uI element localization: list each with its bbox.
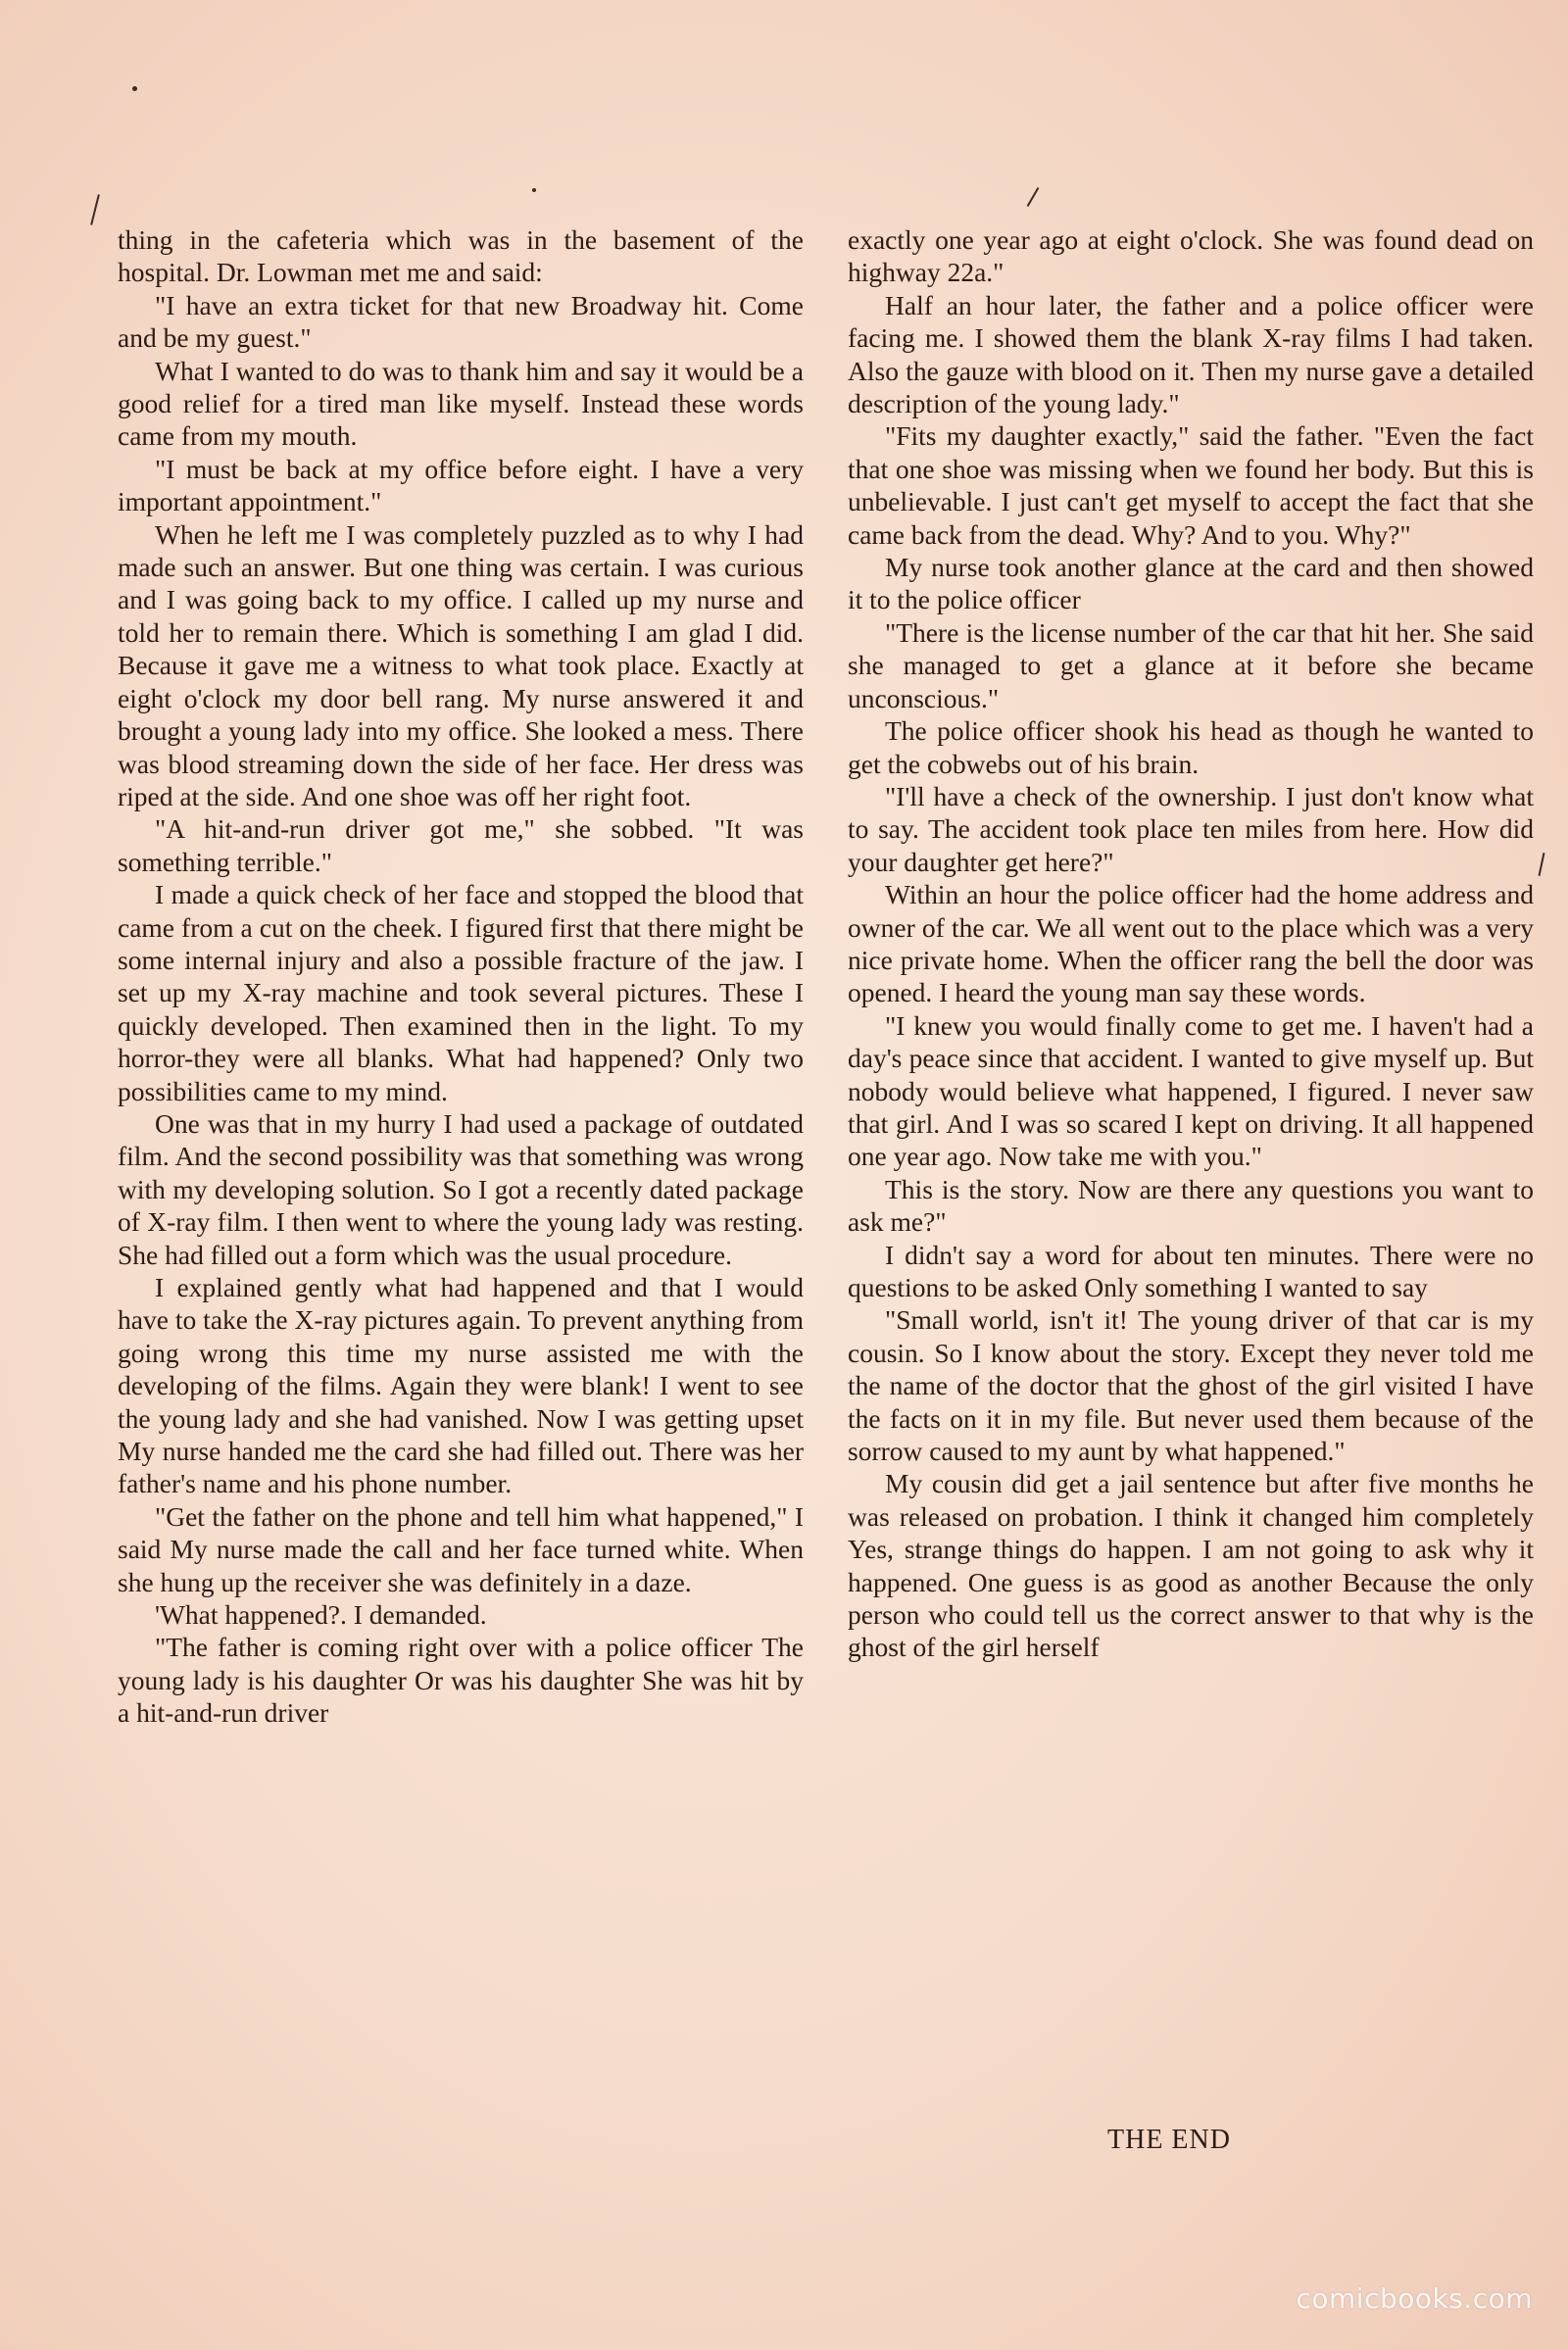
story-paragraph: The police officer shook his head as though he wanted to get the cobwebs out of his brain.: [848, 715, 1534, 779]
site-watermark: comicbooks.com: [1296, 2282, 1533, 2315]
story-paragraph: I explained gently what had happened and that I would have to take the X-ray pictures again. To prevent anything from going wrong this time my nurse assisted me with the developing of the films. Again they were blank! I went to see the young lady and she had vanished. Now I was getting upset My nurse handed me the card she had filled out. There was her father's name and his phone number.: [118, 1272, 804, 1499]
story-paragraph: I didn't say a word for about ten minutes. There were no questions to be asked Only something I wanted to say: [848, 1239, 1534, 1302]
story-paragraph: "Small world, isn't it! The young driver of that car is my cousin. So I know about the story. Except they never told me the name of the doctor that the ghost of the girl visited I have the facts on it in my file. But never used them because of the sorrow caused to my aunt by what happened.": [848, 1304, 1534, 1467]
story-paragraph: I made a quick check of her face and stopped the blood that came from a cut on the cheek. I figured first that there might be some internal injury and also a possible fracture of the jaw. I set up my X-ray machine and took several pictures. These I quickly developed. Then examined then in the light. To my horror-they were all blanks. What had happened? Only two possibilities came to my mind.: [118, 879, 804, 1106]
story-paragraph: One was that in my hurry I had used a package of outdated film. And the second possibility was that something was wrong with my developing solution. So I got a recently dated package of X-ray film. I then went to where the young lady was resting. She had filled out a form which was the usual procedure.: [118, 1107, 804, 1270]
story-paragraph: Within an hour the police officer had the home address and owner of the car. We all went out to the place which was a very nice private home. When the officer rang the bell the door was opened. I heard the young man say these words.: [848, 879, 1534, 1008]
story-paragraph: "Get the father on the phone and tell him what happened," I said My nurse made the call and her face turned white. When she hung up the receiver she was definitely in a daze.: [118, 1500, 804, 1597]
story-paragraph: 'What happened?. I demanded.: [155, 1599, 487, 1631]
story-paragraph: "I have an extra ticket for that new Broadway hit. Come and be my guest.": [118, 289, 804, 354]
ink-speck: [532, 188, 536, 192]
story-paragraph: My nurse took another glance at the card and then showed it to the police officer: [848, 552, 1534, 615]
story-column-left: [118, 223, 804, 1730]
story-paragraph: When he left me I was completely puzzled as to why I had made such an answer. But one thing was certain. I was curious and I was going back to my office. I called up my nurse and told her to remain there. Which is something I am glad I did. Because it gave me a witness to what took place. Exactly at eight o'clock my door bell rang. My nurse answered it and brought a young lady into my office. She looked a mess. There was blood streaming down the side of her face. Her dress was riped at the side. And one shoe was off her right foot.: [118, 518, 804, 811]
story-paragraph: Half an hour later, the father and a police officer were facing me. I showed them the blank X-ray films I had taken. Also the gauze with blood on it. Then my nurse gave a detailed description of the young lady.": [848, 289, 1534, 419]
the-end-label: THE END: [1107, 2125, 1231, 2155]
story-paragraph: "I must be back at my office before eight. I have a very important appointment.": [118, 453, 804, 517]
story-paragraph: exactly one year ago at eight o'clock. She was found dead on highway 22a.": [848, 224, 1534, 288]
ink-stroke: [1539, 853, 1545, 876]
ink-stroke: [90, 194, 100, 225]
story-paragraph: My cousin did get a jail sentence but after five months he was released on probation. I think it changed him completely Yes, strange things do happen. I am not going to ask why it happened. One guess is as good as another Because the only person who could tell us the correct answer to that why is the ghost of the girl herself: [848, 1468, 1534, 1663]
story-paragraph: "I knew you would finally come to get me. I haven't had a day's peace since that accident. I wanted to give myself up. But nobody would believe what happened, I figured. I never saw that girl. And I was so scared I kept on driving. It all happened one year ago. Now take me with you.": [848, 1009, 1534, 1172]
ink-stroke: [1027, 187, 1040, 207]
story-paragraph: What I wanted to do was to thank him and say it would be a good relief for a tired man like myself. Instead these words came from my mouth.: [118, 355, 804, 452]
story-column-right: [848, 223, 1534, 1664]
story-paragraph: "The father is coming right over with a police officer The young lady is his daughter Or was his daughter She was hit by a hit-and-run driver: [118, 1632, 804, 1729]
story-paragraph: "There is the license number of the car that hit her. She said she managed to get a glance at it before she became unconscious.": [848, 616, 1534, 713]
story-paragraph: "Fits my daughter exactly," said the father. "Even the fact that one shoe was missing when we found her body. But this is unbelievable. I just can't get myself to accept the fact that she came back from the dead. Why? And to you. Why?": [848, 420, 1534, 550]
story-paragraph: This is the story. Now are there any questions you want to ask me?": [848, 1173, 1534, 1238]
story-paragraph: "A hit-and-run driver got me," she sobbed. "It was something terrible.": [118, 813, 804, 877]
story-paragraph: thing in the cafeteria which was in the basement of the hospital. Dr. Lowman met me and said:: [118, 224, 804, 288]
ink-speck: [132, 86, 137, 91]
story-paragraph: "I'll have a check of the ownership. I just don't know what to say. The accident took place ten miles from here. How did your daughter get here?": [848, 780, 1534, 877]
